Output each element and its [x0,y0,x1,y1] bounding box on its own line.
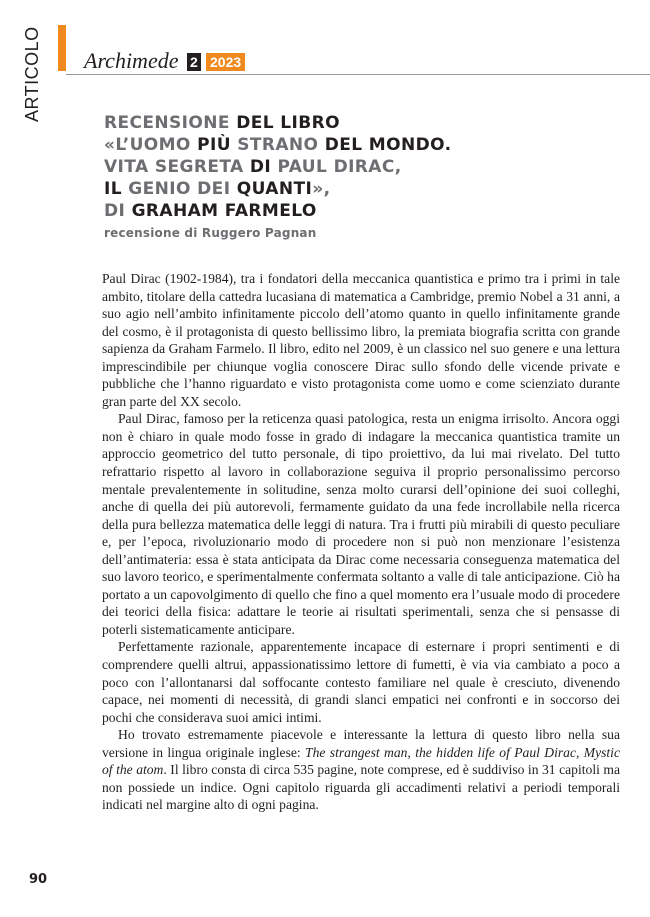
issue-number: 2 [187,53,201,71]
section-label: ARTICOLO [21,26,42,122]
author-byline: recensione di Ruggero Pagnan [104,226,317,240]
paragraph: Perfettamente razionale, apparentemente incapace di esternare i propri sentimenti e di comprendere quelli altrui, appassionatissimo lettore di fumetti, è via via cambiato a poco a poco con l’allontanarsi dal soffocante contesto familiare nel quale è cresciuto, divenendo capace, nei momenti di necessità, di grandi slanci empatici nei confronti e in soccorso dei pochi che considerava suoi amici intimi. [102,639,620,725]
journal-name: Archimede [84,48,179,73]
paragraph: Paul Dirac (1902-1984), tra i fondatori della meccanica quantistica e primo tra i primi in tale ambito, titolare della cattedra lucasiana di matematica a Cambridge, premio Nobel a 31 anni, a suo agio nell’ambito infinitamente piccolo dell’atomo quanto in quello infinitamente grande del cosmo, è il protagonista di questo bellissimo libro, la premiata biografia scritta con grande sapienza da Graham Farmelo. Il libro, edito nel 2009, è un classico nel suo genere e una lettura imprescindibile per chiunque voglia conoscere Dirac sullo sfondo delle vicende private e pubbliche che l’hanno riguardato e visto protagonista come uomo e come scienziato durante gran parte del XX secolo. [102,271,620,409]
book-title: The strangest man, the hidden life of Paul Dirac, Mystic of the atom [102,744,620,778]
title-line-4: IL GENIO DEI QUANTI», [104,179,331,199]
running-header [66,44,650,75]
page-number: 90 [29,872,48,887]
title-line-5: DI GRAHAM FARMELO [104,201,317,221]
article-title [104,112,624,222]
paragraph: Ho trovato estremamente piacevole e interessante la lettura di questo libro nella sua versione in lingua originale inglese: The strangest man, the hidden life of Paul Dirac, Mystic of the atom. Il libro consta di circa 535 pagine, note comprese, ed è suddiviso in 31 capitoli ma non possiede un indice. Ogni capitolo riguarda gli accadimenti relativi a periodi temporali indicati nel margine alto di ogni pagina. [102,727,620,813]
paragraph: Paul Dirac, famoso per la reticenza quasi patologica, resta un enigma irrisolto. Ancora oggi non è chiaro in quale modo fosse in grado di indagare la meccanica quantistica tramite un approccio geometrico del tutto personale, di tipo proiettivo, da lui mai rivelato. Del tutto refrattario rispetto al lavoro in collaborazione seguiva il proprio personalissimo percorso mentale prevalentemente in solitudine, senza molto curarsi dell’opinione dei suoi colleghi, anche di quella dei più autorevoli, fermamente guidato da una fede incrollabile nella ricerca della pura bellezza matematica delle leggi di natura. Tra i frutti più mirabili di questo peculiare e, per l’epoca, rivoluzionario modo di procedere non si può non menzionare l’esistenza dell’antimateria: essa è stata anticipata da Dirac come necessaria conseguenza matematica del suo lavoro teorico, e sperimentalmente confermata soltanto a valle di tale anticipazione. Ciò ha portato a un capovolgimento di quello che fino a quel momento era l’usuale modo di procedere dei teorici della fisica: adattare le teorie ai risultati sperimentali, senza che si pensasse di poterli sistematicamente anticipare. [102,411,620,637]
title-line-2: «L’UOMO PIÙ STRANO DEL MONDO. [104,135,452,155]
title-line-1: RECENSIONE DEL LIBRO [104,113,340,133]
issue-year: 2023 [206,53,245,71]
article-body [102,270,620,814]
accent-bar [58,25,66,71]
title-line-3: VITA SEGRETA DI PAUL DIRAC, [104,157,402,177]
